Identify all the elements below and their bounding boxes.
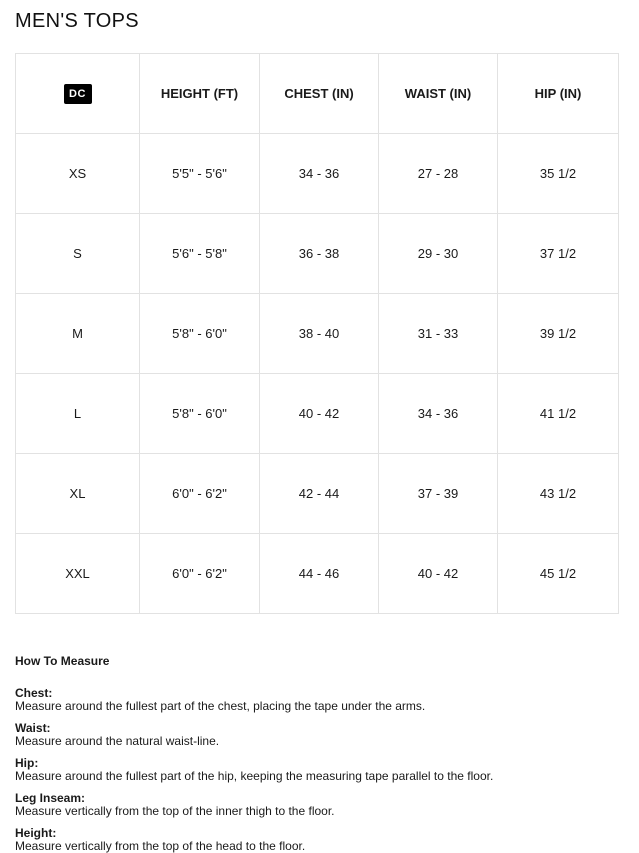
hip-cell: 41 1/2	[498, 374, 619, 454]
measure-label: Chest:	[15, 686, 53, 700]
table-row-m	[16, 294, 619, 374]
table-row-s	[16, 214, 619, 294]
measure-item-height	[15, 827, 624, 853]
column-header-height: HEIGHT (FT)	[140, 54, 260, 134]
column-header-hip: HIP (IN)	[498, 54, 619, 134]
height-cell: 5'5" - 5'6"	[140, 134, 260, 214]
size-guide-page	[0, 10, 639, 853]
column-header-brand	[16, 54, 140, 134]
how-to-measure-section	[15, 654, 624, 853]
measure-item-chest	[15, 687, 624, 713]
size-cell: XL	[16, 454, 140, 534]
measure-item-leg-inseam	[15, 792, 624, 818]
measure-item-hip	[15, 757, 624, 783]
height-cell: 5'6" - 5'8"	[140, 214, 260, 294]
table-row-l	[16, 374, 619, 454]
measure-text: Measure vertically from the top of the inner thigh to the floor.	[15, 804, 335, 818]
height-cell: 6'0" - 6'2"	[140, 534, 260, 614]
how-to-measure-heading: How To Measure	[15, 654, 110, 668]
chest-cell: 44 - 46	[260, 534, 379, 614]
hip-cell: 35 1/2	[498, 134, 619, 214]
size-cell: S	[16, 214, 140, 294]
measure-label: Waist:	[15, 721, 51, 735]
measure-text: Measure vertically from the top of the head to the floor.	[15, 839, 306, 853]
measure-text: Measure around the fullest part of the hip, keeping the measuring tape parallel to the floor.	[15, 769, 494, 783]
size-cell: XS	[16, 134, 140, 214]
column-header-waist: WAIST (IN)	[379, 54, 498, 134]
chest-cell: 42 - 44	[260, 454, 379, 534]
column-header-chest: CHEST (IN)	[260, 54, 379, 134]
waist-cell: 31 - 33	[379, 294, 498, 374]
table-row-xl	[16, 454, 619, 534]
size-chart-table	[15, 53, 619, 614]
height-cell: 6'0" - 6'2"	[140, 454, 260, 534]
size-cell: XXL	[16, 534, 140, 614]
measure-label: Leg Inseam:	[15, 791, 86, 805]
chest-cell: 36 - 38	[260, 214, 379, 294]
measure-label: Height:	[15, 826, 57, 840]
chest-cell: 34 - 36	[260, 134, 379, 214]
chest-cell: 38 - 40	[260, 294, 379, 374]
hip-cell: 45 1/2	[498, 534, 619, 614]
waist-cell: 37 - 39	[379, 454, 498, 534]
height-cell: 5'8" - 6'0"	[140, 374, 260, 454]
waist-cell: 29 - 30	[379, 214, 498, 294]
header-row	[16, 54, 619, 134]
waist-cell: 40 - 42	[379, 534, 498, 614]
hip-cell: 39 1/2	[498, 294, 619, 374]
measure-text: Measure around the fullest part of the chest, placing the tape under the arms.	[15, 699, 426, 713]
measure-text: Measure around the natural waist-line.	[15, 734, 220, 748]
hip-cell: 43 1/2	[498, 454, 619, 534]
measure-item-waist	[15, 722, 624, 748]
dc-logo-icon: DC	[64, 84, 92, 104]
waist-cell: 27 - 28	[379, 134, 498, 214]
table-row-xs	[16, 134, 619, 214]
page-title: MEN'S TOPS	[15, 10, 139, 32]
height-cell: 5'8" - 6'0"	[140, 294, 260, 374]
hip-cell: 37 1/2	[498, 214, 619, 294]
size-cell: M	[16, 294, 140, 374]
waist-cell: 34 - 36	[379, 374, 498, 454]
table-row-xxl	[16, 534, 619, 614]
measure-label: Hip:	[15, 756, 39, 770]
chest-cell: 40 - 42	[260, 374, 379, 454]
size-cell: L	[16, 374, 140, 454]
